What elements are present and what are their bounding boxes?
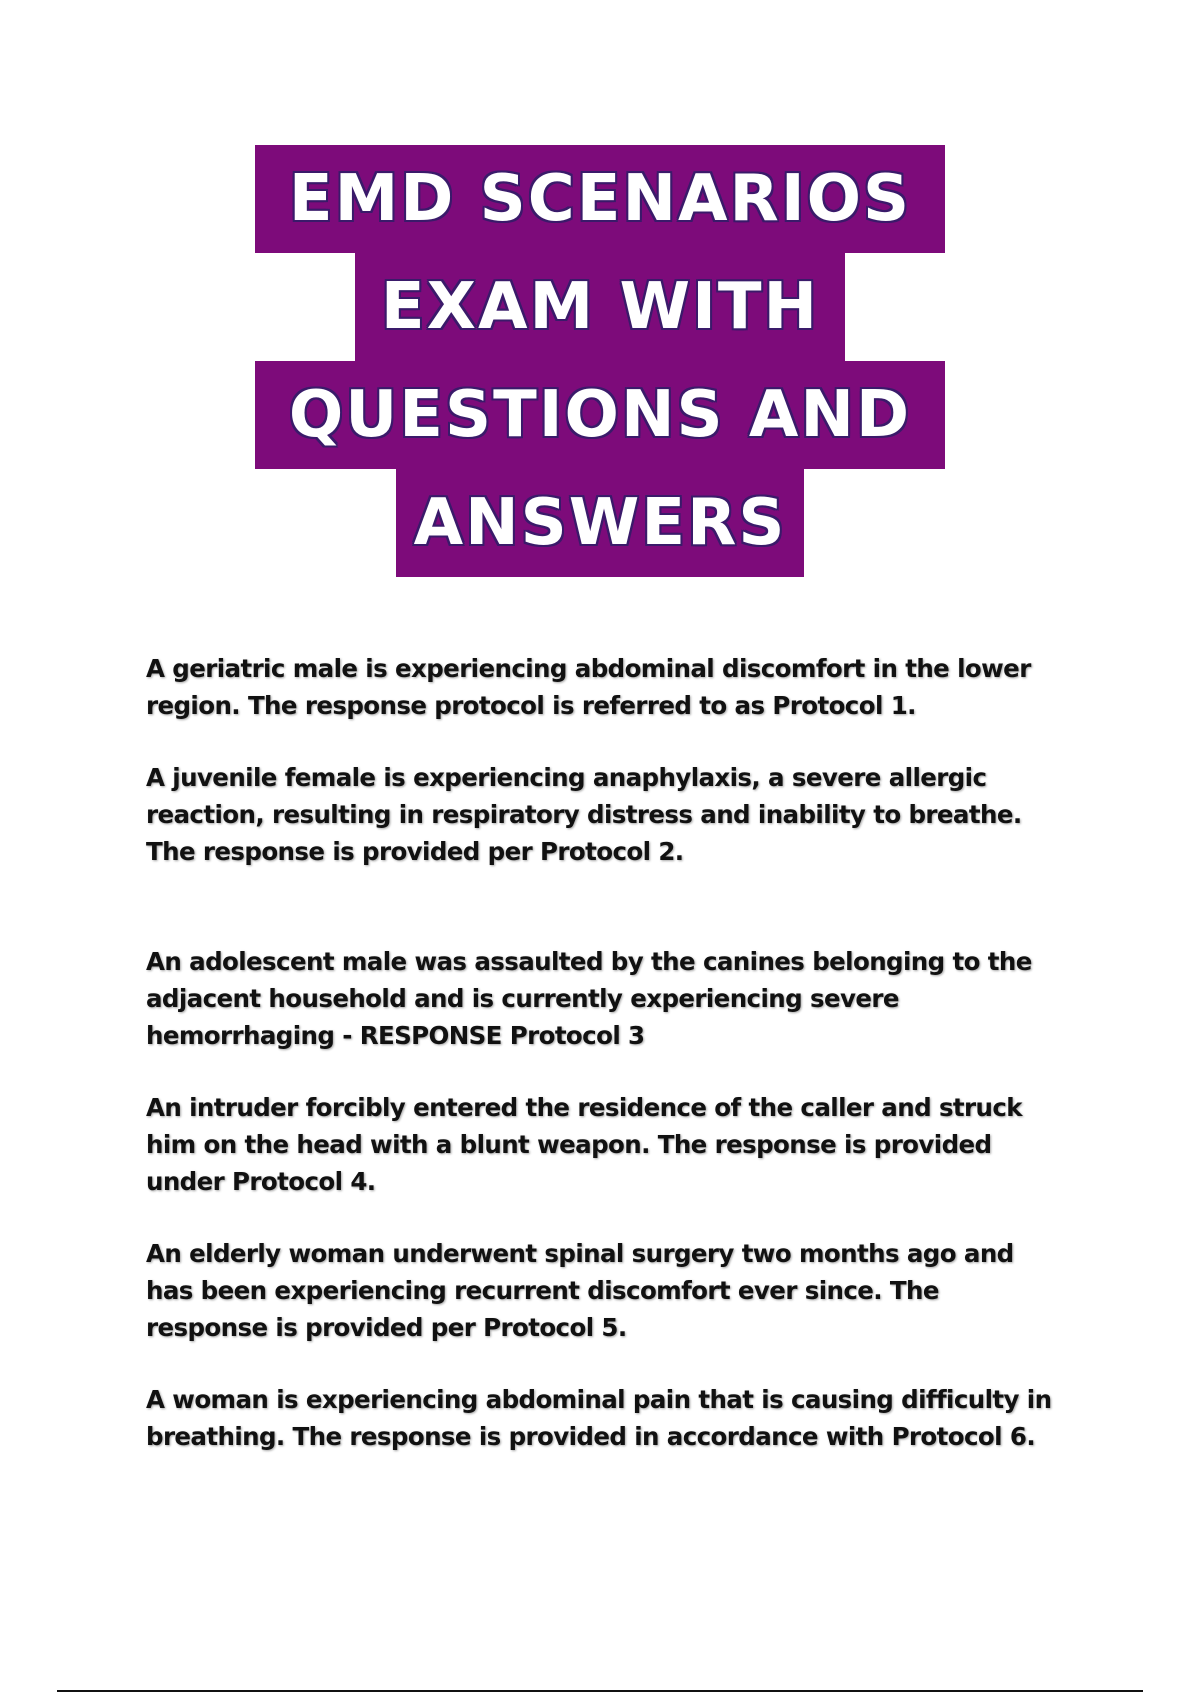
title-line-1: EMD SCENARIOS	[255, 145, 945, 253]
title-line-2: EXAM WITH	[355, 253, 845, 361]
scenario-paragraph-3: An adolescent male was assaulted by the canines belonging to the adjacent household and is currently experiencing severe hemorrhaging - RESPONSE Protocol 3	[146, 947, 1032, 1050]
document-title	[0, 145, 1200, 577]
scenario-paragraph-1: A geriatric male is experiencing abdominal discomfort in the lower region. The response protocol is referred to as Protocol 1.	[146, 654, 1031, 720]
scenario-paragraph-2: A juvenile female is experiencing anaphylaxis, a severe allergic reaction, resulting in respiratory distress and inability to breathe. The response is provided per Protocol 2.	[146, 763, 1022, 866]
scenario-list	[146, 650, 1066, 1490]
scenario-paragraph-5: An elderly woman underwent spinal surgery two months ago and has been experiencing recurrent discomfort ever since. The response is provided per Protocol 5.	[146, 1239, 1014, 1342]
title-line-3: QUESTIONS AND	[255, 361, 945, 469]
title-line-4: ANSWERS	[396, 469, 804, 577]
footer-divider	[57, 1690, 1143, 1692]
scenario-paragraph-6: A woman is experiencing abdominal pain that is causing difficulty in breathing. The response is provided in accordance with Protocol 6.	[146, 1385, 1052, 1451]
scenario-paragraph-4: An intruder forcibly entered the residence of the caller and struck him on the head with a blunt weapon. The response is provided under Protocol 4.	[146, 1093, 1022, 1196]
